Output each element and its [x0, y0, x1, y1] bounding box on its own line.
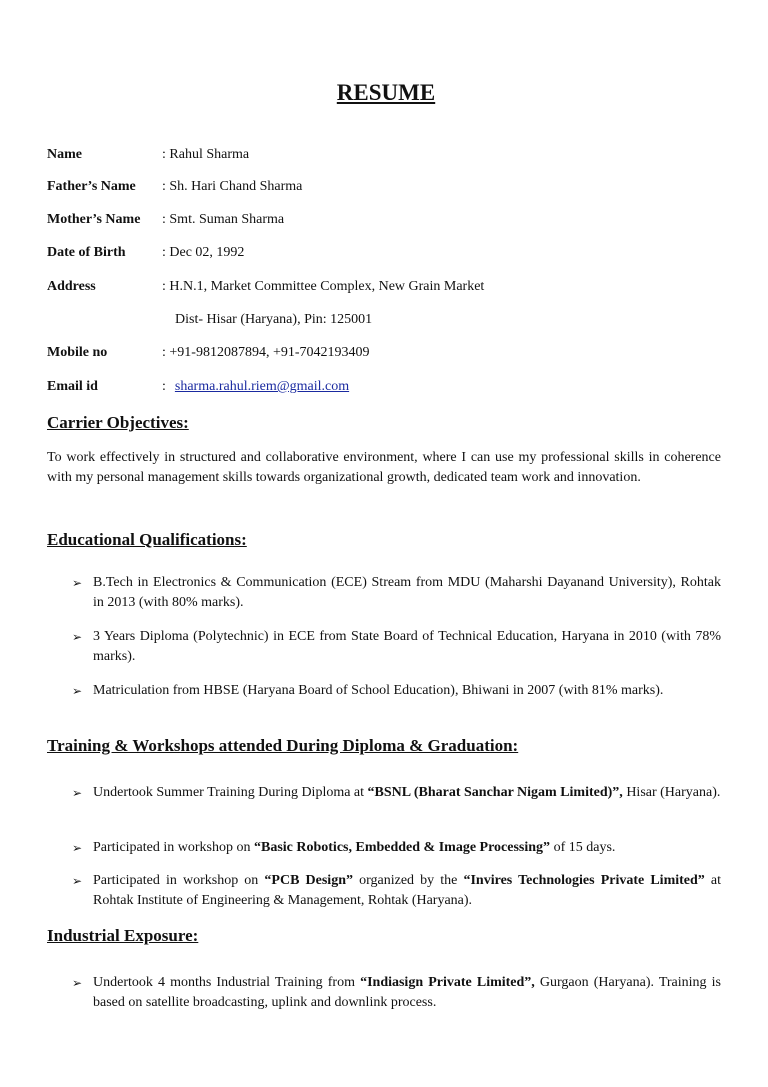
text: of 15 days.: [550, 840, 616, 855]
field-label: Name: [47, 147, 82, 162]
education-heading: Educational Qualifications:: [47, 530, 247, 549]
list-item-text: [93, 973, 721, 1013]
bold-text: “Invires Technologies Private Limited”: [463, 873, 705, 888]
personal-row: [47, 343, 727, 363]
list-item-text: B.Tech in Electronics & Communication (ECE) Stream from MDU (Maharshi Dayanand University), Rohtak in 2013 (with 80% marks).: [93, 575, 721, 610]
page-title: RESUME: [336, 80, 436, 105]
arrow-bullet-icon: ➢: [72, 786, 83, 800]
arrow-bullet-icon: ➢: [72, 874, 83, 888]
text: Undertook Summer Training During Diploma at: [93, 785, 368, 800]
field-value: : Dec 02, 1992: [162, 245, 245, 260]
field-value: : Sh. Hari Chand Sharma: [162, 179, 303, 194]
field-value: [162, 377, 349, 397]
bold-text: “BSNL (Bharat Sanchar Nigam Limited)”,: [367, 785, 623, 800]
personal-row: [47, 377, 727, 397]
list-item-text: [93, 783, 721, 803]
list-item-text: [93, 871, 721, 911]
text: organized by the: [352, 873, 464, 888]
objectives-heading: Carrier Objectives:: [47, 413, 189, 432]
bold-text: “Basic Robotics, Embedded & Image Processing”: [253, 840, 551, 855]
text: at Rohtak Institute of Engineering & Management, Rohtak (Haryana).: [93, 873, 721, 908]
personal-row: [47, 277, 727, 297]
colon: :: [162, 379, 166, 394]
field-value: Dist- Hisar (Haryana), Pin: 125001: [175, 312, 373, 327]
text: Hisar (Haryana).: [622, 785, 721, 800]
arrow-bullet-icon: ➢: [72, 630, 83, 644]
personal-row: [47, 243, 727, 263]
personal-row: [47, 310, 727, 330]
field-label: Address: [47, 279, 96, 294]
industrial-heading: Industrial Exposure:: [47, 926, 199, 945]
list-item: [72, 973, 721, 1013]
field-label: Mother’s Name: [47, 212, 141, 227]
arrow-bullet-icon: ➢: [72, 841, 83, 855]
list-item: [72, 573, 721, 613]
bold-text: “PCB Design”: [264, 873, 353, 888]
personal-row: [47, 177, 727, 197]
training-heading: Training & Workshops attended During Diploma & Graduation:: [47, 736, 519, 755]
text: Undertook 4 months Industrial Training from: [93, 975, 361, 990]
field-label: Date of Birth: [47, 245, 126, 260]
field-label: Mobile no: [47, 345, 108, 360]
field-label: Email id: [47, 379, 98, 394]
list-item-text: Matriculation from HBSE (Haryana Board of School Education), Bhiwani in 2007 (with 81% marks).: [93, 683, 664, 698]
field-value: : H.N.1, Market Committee Complex, New Grain Market: [162, 279, 485, 294]
list-item-text: [93, 838, 721, 858]
list-item: [72, 838, 721, 858]
bold-text: “Indiasign Private Limited”,: [360, 975, 535, 990]
personal-row: [47, 145, 727, 165]
field-value: : +91-9812087894, +91-7042193409: [162, 345, 370, 360]
arrow-bullet-icon: ➢: [72, 576, 83, 590]
text: Gurgaon (Haryana). Training is based on satellite broadcasting, uplink and downlink process.: [93, 975, 721, 1010]
text: Participated in workshop on: [93, 840, 254, 855]
email-link[interactable]: sharma.rahul.riem@gmail.com: [174, 379, 350, 394]
list-item-text: 3 Years Diploma (Polytechnic) in ECE from State Board of Technical Education, Haryana in 2010 (with 78% marks).: [93, 629, 721, 664]
arrow-bullet-icon: ➢: [72, 684, 83, 698]
list-item: [72, 627, 721, 667]
field-value: : Rahul Sharma: [162, 147, 250, 162]
list-item: [72, 783, 721, 803]
personal-row: [47, 210, 727, 230]
text: Participated in workshop on: [93, 873, 265, 888]
list-item: [72, 681, 721, 701]
field-value: : Smt. Suman Sharma: [162, 212, 285, 227]
arrow-bullet-icon: ➢: [72, 976, 83, 990]
field-label: Father’s Name: [47, 179, 136, 194]
objectives-text: To work effectively in structured and collaborative environment, where I can use my professional skills in coherence with my personal management skills towards organizational growth, dedicated team work and innovation.: [47, 450, 721, 485]
list-item: [72, 871, 721, 911]
